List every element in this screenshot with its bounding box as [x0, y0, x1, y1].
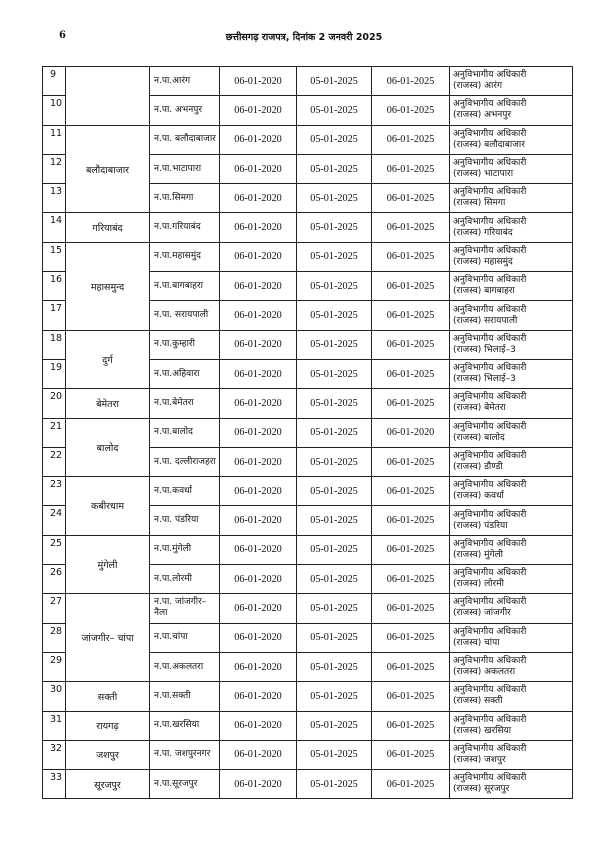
end-date-cell: 05-01-2025 [297, 125, 372, 154]
table-row [43, 125, 573, 154]
authority-cell [450, 330, 573, 359]
authority-cell [450, 67, 573, 96]
end-date-cell: 05-01-2025 [297, 535, 372, 564]
authority-office: (राजस्व) अभनपुर [453, 110, 512, 121]
start-date-cell: 06-01-2020 [220, 418, 297, 447]
authority-office: (राजस्व) बेमेतरा [453, 403, 506, 414]
serial-number-cell: 24 [43, 506, 66, 535]
municipality-cell: न.पा.बेमेतरा [150, 389, 220, 418]
district-cell: बलौदाबाजार [66, 125, 150, 213]
serial-number-cell: 17 [43, 301, 66, 330]
authority-title: अनुविभागीय अधिकारी [453, 509, 527, 520]
district-cell: दुर्ग [66, 330, 150, 389]
authority-title: अनुविभागीय अधिकारी [453, 363, 527, 374]
authority-title: अनुविभागीय अधिकारी [453, 656, 527, 667]
authority-title: अनुविभागीय अधिकारी [453, 480, 527, 491]
start-date-cell: 06-01-2020 [220, 770, 297, 799]
end-date-cell: 05-01-2025 [297, 184, 372, 213]
district-cell: बेमेतरा [66, 389, 150, 418]
end-date-cell: 05-01-2025 [297, 652, 372, 681]
authority-title: अनुविभागीय अधिकारी [453, 128, 527, 139]
authority-cell [450, 154, 573, 183]
start-date-cell: 06-01-2020 [220, 506, 297, 535]
authority-cell [450, 623, 573, 652]
effective-date-cell: 06-01-2025 [372, 96, 450, 125]
authority-office: (राजस्व) बलौदाबाजार [453, 139, 525, 150]
serial-number-cell: 25 [43, 535, 66, 564]
end-date-cell: 05-01-2025 [297, 740, 372, 769]
serial-number-cell: 11 [43, 125, 66, 154]
effective-date-cell: 06-01-2025 [372, 535, 450, 564]
municipality-cell: न.पा.महासमुंद [150, 242, 220, 271]
authority-office: (राजस्व) बालोद [453, 432, 505, 443]
authority-title: अनुविभागीय अधिकारी [453, 158, 527, 169]
table-row [43, 770, 573, 799]
district-cell [66, 67, 150, 126]
serial-number-cell: 32 [43, 740, 66, 769]
effective-date-cell: 06-01-2025 [372, 623, 450, 652]
municipality-cell: न.पा.गरियाबंद [150, 213, 220, 242]
effective-date-cell: 06-01-2025 [372, 770, 450, 799]
authority-cell [450, 242, 573, 271]
effective-date-cell: 06-01-2025 [372, 301, 450, 330]
authority-office: (राजस्व) पंडरिया [453, 520, 508, 531]
start-date-cell: 06-01-2020 [220, 447, 297, 476]
serial-number-cell: 31 [43, 711, 66, 740]
authority-title: अनुविभागीय अधिकारी [453, 773, 527, 784]
authority-office: (राजस्व) भिलाई–3 [453, 374, 516, 385]
start-date-cell: 06-01-2020 [220, 301, 297, 330]
municipality-cell: न.पा.भाटापारा [150, 154, 220, 183]
table-row [43, 330, 573, 359]
municipality-cell: न.पा.लोरमी [150, 565, 220, 594]
start-date-cell: 06-01-2020 [220, 330, 297, 359]
municipality-cell: न.पा.सक्ती [150, 682, 220, 711]
end-date-cell: 05-01-2025 [297, 682, 372, 711]
end-date-cell: 05-01-2025 [297, 477, 372, 506]
serial-number-cell: 16 [43, 272, 66, 301]
district-cell: सूरजपुर [66, 770, 150, 799]
table-row [43, 418, 573, 447]
authority-title: अनुविभागीय अधिकारी [453, 421, 527, 432]
start-date-cell: 06-01-2020 [220, 477, 297, 506]
authority-cell [450, 740, 573, 769]
end-date-cell: 05-01-2025 [297, 418, 372, 447]
district-cell: कबीरधाम [66, 477, 150, 536]
data-table [42, 66, 573, 799]
effective-date-cell: 06-01-2025 [372, 506, 450, 535]
municipality-cell: न.पा.खरसिया [150, 711, 220, 740]
start-date-cell: 06-01-2020 [220, 67, 297, 96]
authority-title: अनुविभागीय अधिकारी [453, 568, 527, 579]
effective-date-cell: 06-01-2025 [372, 67, 450, 96]
start-date-cell: 06-01-2020 [220, 242, 297, 271]
authority-title: अनुविभागीय अधिकारी [453, 714, 527, 725]
page-header [0, 30, 608, 48]
district-cell: बालोद [66, 418, 150, 477]
effective-date-cell: 06-01-2025 [372, 272, 450, 301]
municipality-cell: न.पा.कुम्हारी [150, 330, 220, 359]
authority-title: अनुविभागीय अधिकारी [453, 70, 527, 81]
page-number: 6 [59, 30, 66, 41]
authority-cell [450, 301, 573, 330]
serial-number-cell: 30 [43, 682, 66, 711]
authority-office: (राजस्व) सक्ती [453, 696, 503, 707]
authority-office: (राजस्व) अकलतरा [453, 667, 516, 678]
serial-number-cell: 28 [43, 623, 66, 652]
end-date-cell: 05-01-2025 [297, 67, 372, 96]
table-row [43, 67, 573, 96]
municipality-cell: न.पा.मुंगेली [150, 535, 220, 564]
authority-title: अनुविभागीय अधिकारी [453, 99, 527, 110]
start-date-cell: 06-01-2020 [220, 623, 297, 652]
serial-number-cell: 22 [43, 447, 66, 476]
page-title: छत्तीसगढ़ राजपत्र, दिनांक 2 जनवरी 2025 [225, 32, 383, 43]
authority-cell [450, 535, 573, 564]
effective-date-cell: 06-01-2025 [372, 594, 450, 623]
authority-cell [450, 565, 573, 594]
authority-office: (राजस्व) डौण्डी [453, 462, 503, 472]
end-date-cell: 05-01-2025 [297, 594, 372, 623]
table-row [43, 740, 573, 769]
authority-office: (राजस्व) महासमुंद [453, 256, 513, 267]
effective-date-cell: 06-01-2025 [372, 652, 450, 681]
serial-number-cell: 27 [43, 594, 66, 623]
authority-title: अनुविभागीय अधिकारी [453, 245, 527, 256]
district-cell: गरियाबंद [66, 213, 150, 242]
table-row [43, 213, 573, 242]
municipality-cell: न.पा. बलौदाबाजार [150, 125, 220, 154]
authority-office: (राजस्व) आरंग [453, 81, 503, 92]
authority-cell [450, 682, 573, 711]
effective-date-cell: 06-01-2025 [372, 447, 450, 476]
authority-cell [450, 447, 573, 476]
authority-cell [450, 477, 573, 506]
table-body [43, 67, 573, 799]
end-date-cell: 05-01-2025 [297, 565, 372, 594]
serial-number-cell: 29 [43, 652, 66, 681]
municipality-cell: न.पा.सिमगा [150, 184, 220, 213]
district-cell: जांजगीर– चांपा [66, 594, 150, 682]
effective-date-cell: 06-01-2020 [372, 418, 450, 447]
effective-date-cell: 06-01-2025 [372, 477, 450, 506]
effective-date-cell: 06-01-2025 [372, 213, 450, 242]
start-date-cell: 06-01-2020 [220, 125, 297, 154]
authority-office: (राजस्व) भिलाई–3 [453, 344, 516, 355]
table-row [43, 594, 573, 623]
start-date-cell: 06-01-2020 [220, 154, 297, 183]
authority-cell [450, 184, 573, 213]
table-row [43, 682, 573, 711]
authority-cell [450, 652, 573, 681]
authority-office: (राजस्व) सिमगा [453, 198, 506, 209]
start-date-cell: 06-01-2020 [220, 272, 297, 301]
start-date-cell: 06-01-2020 [220, 389, 297, 418]
authority-title: अनुविभागीय अधिकारी [453, 275, 527, 286]
authority-cell [450, 389, 573, 418]
authority-cell [450, 711, 573, 740]
effective-date-cell: 06-01-2025 [372, 242, 450, 271]
municipality-cell: न.पा.सूरजपुर [150, 770, 220, 799]
end-date-cell: 05-01-2025 [297, 623, 372, 652]
notification-table [42, 66, 572, 799]
authority-title: अनुविभागीय अधिकारी [453, 333, 527, 344]
authority-cell [450, 418, 573, 447]
effective-date-cell: 06-01-2025 [372, 711, 450, 740]
effective-date-cell: 06-01-2025 [372, 740, 450, 769]
effective-date-cell: 06-01-2025 [372, 154, 450, 183]
municipality-cell: न.पा. जांजगीर–नैला [150, 594, 220, 623]
effective-date-cell: 06-01-2025 [372, 184, 450, 213]
authority-title: अनुविभागीय अधिकारी [453, 392, 527, 403]
authority-title: अनुविभागीय अधिकारी [453, 743, 527, 754]
start-date-cell: 06-01-2020 [220, 359, 297, 388]
serial-number-cell: 9 [43, 67, 66, 96]
authority-office: (राजस्व) सूरजपुर [453, 784, 510, 795]
effective-date-cell: 06-01-2025 [372, 330, 450, 359]
table-row [43, 711, 573, 740]
table-row [43, 477, 573, 506]
municipality-cell: न.पा.आरंग [150, 67, 220, 96]
authority-cell [450, 272, 573, 301]
serial-number-cell: 19 [43, 359, 66, 388]
start-date-cell: 06-01-2020 [220, 652, 297, 681]
serial-number-cell: 23 [43, 477, 66, 506]
district-cell: मुंगेली [66, 535, 150, 594]
authority-office: (राजस्व) सरायपाली [453, 315, 518, 326]
start-date-cell: 06-01-2020 [220, 565, 297, 594]
authority-title: अनुविभागीय अधिकारी [453, 451, 527, 461]
authority-title: अनुविभागीय अधिकारी [453, 216, 527, 227]
authority-office: (राजस्व) बागबाहरा [453, 286, 515, 297]
effective-date-cell: 06-01-2025 [372, 389, 450, 418]
end-date-cell: 05-01-2025 [297, 711, 372, 740]
start-date-cell: 06-01-2020 [220, 184, 297, 213]
authority-title: अनुविभागीय अधिकारी [453, 626, 527, 637]
authority-office: (राजस्व) चांपा [453, 637, 500, 648]
serial-number-cell: 10 [43, 96, 66, 125]
district-cell: रायगढ़ [66, 711, 150, 740]
effective-date-cell: 06-01-2025 [372, 125, 450, 154]
authority-title: अनुविभागीय अधिकारी [453, 538, 527, 549]
authority-office: (राजस्व) लोरमी [453, 579, 504, 590]
authority-cell [450, 96, 573, 125]
municipality-cell: न.पा.बागबाहरा [150, 272, 220, 301]
district-cell: महासमुन्द [66, 242, 150, 330]
municipality-cell: न.पा. जशपुरनगर [150, 740, 220, 769]
municipality-cell: न.पा. दल्लीराजहरा [150, 447, 220, 476]
authority-cell [450, 506, 573, 535]
end-date-cell: 05-01-2025 [297, 506, 372, 535]
serial-number-cell: 12 [43, 154, 66, 183]
start-date-cell: 06-01-2020 [220, 213, 297, 242]
authority-office: (राजस्व) मुंगेली [453, 549, 503, 560]
authority-office: (राजस्व) भाटापारा [453, 169, 514, 180]
end-date-cell: 05-01-2025 [297, 154, 372, 183]
effective-date-cell: 06-01-2025 [372, 565, 450, 594]
authority-office: (राजस्व) गरियाबंद [453, 227, 513, 238]
start-date-cell: 06-01-2020 [220, 594, 297, 623]
end-date-cell: 05-01-2025 [297, 330, 372, 359]
start-date-cell: 06-01-2020 [220, 711, 297, 740]
serial-number-cell: 21 [43, 418, 66, 447]
municipality-cell: न.पा.चांपा [150, 623, 220, 652]
authority-cell [450, 359, 573, 388]
district-cell: जशपुर [66, 740, 150, 769]
authority-title: अनुविभागीय अधिकारी [453, 187, 527, 198]
municipality-cell: न.पा. अभनपुर [150, 96, 220, 125]
effective-date-cell: 06-01-2025 [372, 682, 450, 711]
district-cell: सक्ती [66, 682, 150, 711]
start-date-cell: 06-01-2020 [220, 740, 297, 769]
authority-office: (राजस्व) खरसिया [453, 725, 512, 736]
serial-number-cell: 18 [43, 330, 66, 359]
authority-title: अनुविभागीय अधिकारी [453, 685, 527, 696]
municipality-cell: न.पा. पंडरिया [150, 506, 220, 535]
serial-number-cell: 33 [43, 770, 66, 799]
end-date-cell: 05-01-2025 [297, 96, 372, 125]
end-date-cell: 05-01-2025 [297, 770, 372, 799]
authority-office: (राजस्व) कवर्धा [453, 491, 504, 502]
authority-cell [450, 213, 573, 242]
authority-office: (राजस्व) जांजगीर [453, 608, 511, 619]
table-row [43, 389, 573, 418]
end-date-cell: 05-01-2025 [297, 272, 372, 301]
table-row [43, 242, 573, 271]
authority-cell [450, 770, 573, 799]
municipality-cell: न.पा.बालोद [150, 418, 220, 447]
municipality-cell: न.पा. सरायपाली [150, 301, 220, 330]
authority-cell [450, 125, 573, 154]
start-date-cell: 06-01-2020 [220, 96, 297, 125]
end-date-cell: 05-01-2025 [297, 447, 372, 476]
authority-title: अनुविभागीय अधिकारी [453, 304, 527, 315]
end-date-cell: 05-01-2025 [297, 301, 372, 330]
authority-office: (राजस्व) जशपुर [453, 754, 506, 765]
serial-number-cell: 15 [43, 242, 66, 271]
end-date-cell: 05-01-2025 [297, 213, 372, 242]
serial-number-cell: 14 [43, 213, 66, 242]
serial-number-cell: 26 [43, 565, 66, 594]
municipality-cell: न.पा.अकलतरा [150, 652, 220, 681]
serial-number-cell: 13 [43, 184, 66, 213]
authority-title: अनुविभागीय अधिकारी [453, 597, 527, 608]
start-date-cell: 06-01-2020 [220, 682, 297, 711]
serial-number-cell: 20 [43, 389, 66, 418]
effective-date-cell: 06-01-2025 [372, 359, 450, 388]
start-date-cell: 06-01-2020 [220, 535, 297, 564]
municipality-cell: न.पा.अहिवारा [150, 359, 220, 388]
end-date-cell: 05-01-2025 [297, 389, 372, 418]
municipality-cell: न.पा.कवर्धा [150, 477, 220, 506]
table-row [43, 535, 573, 564]
end-date-cell: 05-01-2025 [297, 242, 372, 271]
end-date-cell: 05-01-2025 [297, 359, 372, 388]
authority-cell [450, 594, 573, 623]
